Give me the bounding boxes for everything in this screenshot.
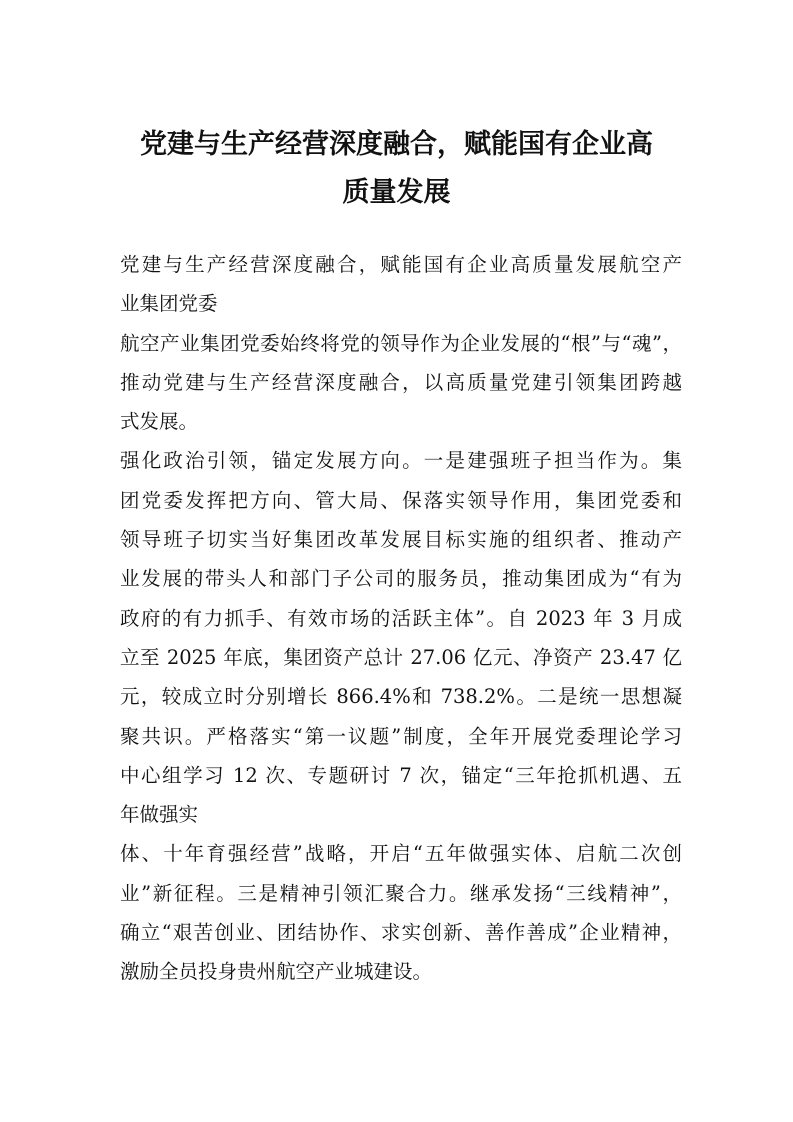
text-line: 业”新征程。三是精神引领汇聚合力。继承发扬“三线精神”， xyxy=(120,881,682,905)
text-line: 推动党建与生产经营深度融合，以高质量党建引领集团跨越 xyxy=(120,370,682,394)
text-line: 党建与生产经营深度融合，赋能国有企业高质量发展航空产 xyxy=(120,253,682,276)
document-body xyxy=(120,245,682,992)
text-line: 元，较成立时分别增长 866.4%和 738.2%。二是统一思想凝 xyxy=(120,685,682,709)
text-line: 业集团党委 xyxy=(120,292,218,316)
text-line: 业发展的带头人和部门子公司的服务员，推动集团成为“有为 xyxy=(120,567,682,591)
text-line: 政府的有力抓手、有效市场的活跃主体”。自 2023 年 3 月成 xyxy=(120,606,682,630)
text-line: 强化政治引领，锚定发展方向。一是建强班子担当作为。集 xyxy=(120,449,682,473)
text-line: 领导班子切实当好集团改革发展目标实施的组织者、推动产 xyxy=(120,528,682,552)
text-line: 激励全员投身贵州航空产业城建设。 xyxy=(120,960,433,984)
document-title xyxy=(80,121,713,217)
paragraph xyxy=(120,441,682,834)
text-line: 立至 2025 年底，集团资产总计 27.06 亿元、净资产 23.47 亿 xyxy=(120,645,682,669)
text-line: 式发展。 xyxy=(120,410,199,434)
text-line: 体、十年育强经营”战略，开启“五年做强实体、启航二次创 xyxy=(120,842,682,866)
paragraph xyxy=(120,245,682,324)
text-line: 聚共识。严格落实“第一议题”制度，全年开展党委理论学习 xyxy=(120,724,682,748)
title-line: 质量发展 xyxy=(342,177,451,208)
text-line: 确立“艰苦创业、团结协作、求实创新、善作善成”企业精神， xyxy=(120,921,682,945)
paragraph xyxy=(120,324,682,442)
text-line: 团党委发挥把方向、管大局、保落实领导作用，集团党委和 xyxy=(120,488,682,512)
title-line: 党建与生产经营深度融合，赋能国有企业高 xyxy=(140,129,653,160)
paragraph xyxy=(120,834,682,991)
text-line: 年做强实 xyxy=(120,803,199,827)
text-line: 中心组学习 12 次、专题研讨 7 次，锚定“三年抢抓机遇、五 xyxy=(120,763,682,787)
text-line: 航空产业集团党委始终将党的领导作为企业发展的“根”与“魂”， xyxy=(120,331,682,355)
